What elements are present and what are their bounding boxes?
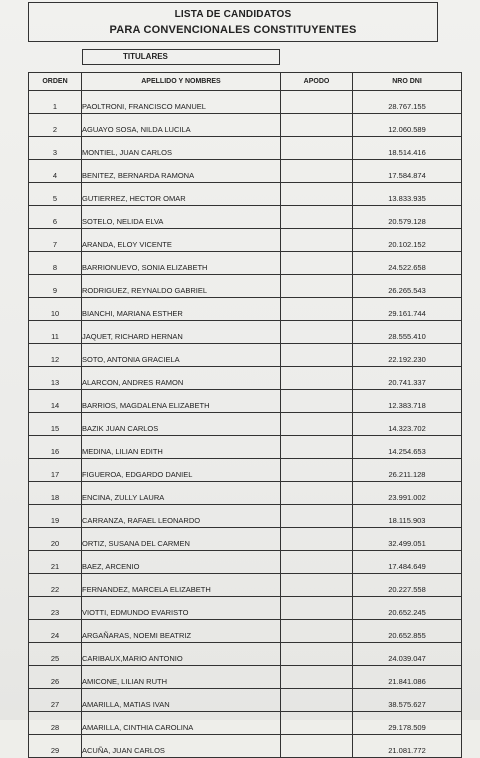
- apodo-cell: [281, 551, 353, 574]
- table-row: [29, 459, 462, 482]
- nombre-cell: MONTIEL, JUAN CARLOS: [82, 137, 281, 160]
- table-row: [29, 597, 462, 620]
- dni-cell: 20.741.337: [353, 367, 462, 390]
- dni-cell: 20.102.152: [353, 229, 462, 252]
- table-row: [29, 91, 462, 114]
- orden-cell: 22: [29, 574, 82, 597]
- table-row: [29, 137, 462, 160]
- apodo-cell: [281, 252, 353, 275]
- dni-cell: 28.555.410: [353, 321, 462, 344]
- dni-cell: 21.081.772: [353, 735, 462, 758]
- dni-cell: 23.991.002: [353, 482, 462, 505]
- apodo-cell: [281, 344, 353, 367]
- dni-cell: 29.178.509: [353, 712, 462, 735]
- table-row: [29, 574, 462, 597]
- nombre-cell: MEDINA, LILIAN EDITH: [82, 436, 281, 459]
- dni-cell: 17.484.649: [353, 551, 462, 574]
- apodo-cell: [281, 528, 353, 551]
- table-row: [29, 321, 462, 344]
- table-row: [29, 206, 462, 229]
- table-row: [29, 528, 462, 551]
- apodo-cell: [281, 137, 353, 160]
- nombre-cell: BARRIONUEVO, SONIA ELIZABETH: [82, 252, 281, 275]
- apodo-cell: [281, 574, 353, 597]
- dni-cell: 20.227.558: [353, 574, 462, 597]
- apodo-cell: [281, 413, 353, 436]
- apodo-cell: [281, 482, 353, 505]
- table-row: [29, 344, 462, 367]
- apodo-cell: [281, 160, 353, 183]
- candidates-table: [28, 72, 462, 758]
- apodo-cell: [281, 114, 353, 137]
- dni-cell: 13.833.935: [353, 183, 462, 206]
- nombre-cell: BAEZ, ARCENIO: [82, 551, 281, 574]
- orden-cell: 6: [29, 206, 82, 229]
- dni-cell: 24.039.047: [353, 643, 462, 666]
- orden-cell: 17: [29, 459, 82, 482]
- table-row: [29, 643, 462, 666]
- apodo-cell: [281, 620, 353, 643]
- nombre-cell: JAQUET, RICHARD HERNAN: [82, 321, 281, 344]
- orden-cell: 19: [29, 505, 82, 528]
- nombre-cell: CARIBAUX,MARIO ANTONIO: [82, 643, 281, 666]
- nombre-cell: CARRANZA, RAFAEL LEONARDO: [82, 505, 281, 528]
- nombre-cell: ORTIZ, SUSANA DEL CARMEN: [82, 528, 281, 551]
- orden-cell: 1: [29, 91, 82, 114]
- nombre-cell: AMARILLA, MATIAS IVAN: [82, 689, 281, 712]
- nombre-cell: BENITEZ, BERNARDA RAMONA: [82, 160, 281, 183]
- nombre-cell: AMICONE, LILIAN RUTH: [82, 666, 281, 689]
- table-row: [29, 413, 462, 436]
- orden-cell: 20: [29, 528, 82, 551]
- table-row: [29, 229, 462, 252]
- table-row: [29, 252, 462, 275]
- nombre-cell: BARRIOS, MAGDALENA ELIZABETH: [82, 390, 281, 413]
- orden-cell: 24: [29, 620, 82, 643]
- dni-cell: 20.652.245: [353, 597, 462, 620]
- orden-cell: 26: [29, 666, 82, 689]
- table-row: [29, 505, 462, 528]
- dni-cell: 18.514.416: [353, 137, 462, 160]
- dni-cell: 29.161.744: [353, 298, 462, 321]
- orden-cell: 2: [29, 114, 82, 137]
- nombre-cell: GUTIERREZ, HECTOR OMAR: [82, 183, 281, 206]
- dni-cell: 17.584.874: [353, 160, 462, 183]
- apodo-cell: [281, 597, 353, 620]
- apodo-cell: [281, 91, 353, 114]
- table-body: [29, 91, 462, 758]
- table-row: [29, 298, 462, 321]
- apodo-cell: [281, 390, 353, 413]
- nombre-cell: ACUÑA, JUAN CARLOS: [82, 735, 281, 758]
- dni-cell: 20.652.855: [353, 620, 462, 643]
- table-row: [29, 390, 462, 413]
- orden-cell: 11: [29, 321, 82, 344]
- orden-cell: 12: [29, 344, 82, 367]
- dni-cell: 22.192.230: [353, 344, 462, 367]
- apodo-cell: [281, 321, 353, 344]
- nombre-cell: RODRIGUEZ, REYNALDO GABRIEL: [82, 275, 281, 298]
- nombre-cell: ARGAÑARAS, NOEMI BEATRIZ: [82, 620, 281, 643]
- column-header-apodo: APODO: [281, 73, 353, 91]
- apodo-cell: [281, 735, 353, 758]
- nombre-cell: FERNANDEZ, MARCELA ELIZABETH: [82, 574, 281, 597]
- orden-cell: 15: [29, 413, 82, 436]
- apodo-cell: [281, 712, 353, 735]
- dni-cell: 32.499.051: [353, 528, 462, 551]
- orden-cell: 21: [29, 551, 82, 574]
- nombre-cell: AMARILLA, CINTHIA CAROLINA: [82, 712, 281, 735]
- apodo-cell: [281, 689, 353, 712]
- dni-cell: 24.522.658: [353, 252, 462, 275]
- orden-cell: 28: [29, 712, 82, 735]
- dni-cell: 26.211.128: [353, 459, 462, 482]
- apodo-cell: [281, 666, 353, 689]
- orden-cell: 13: [29, 367, 82, 390]
- orden-cell: 18: [29, 482, 82, 505]
- dni-cell: 20.579.128: [353, 206, 462, 229]
- apodo-cell: [281, 183, 353, 206]
- orden-cell: 3: [29, 137, 82, 160]
- nombre-cell: BAZIK JUAN CARLOS: [82, 413, 281, 436]
- nombre-cell: SOTO, ANTONIA GRACIELA: [82, 344, 281, 367]
- apodo-cell: [281, 229, 353, 252]
- table-row: [29, 114, 462, 137]
- dni-cell: 14.254.653: [353, 436, 462, 459]
- table-row: [29, 367, 462, 390]
- dni-cell: 18.115.903: [353, 505, 462, 528]
- nombre-cell: AGUAYO SOSA, NILDA LUCILA: [82, 114, 281, 137]
- apodo-cell: [281, 643, 353, 666]
- orden-cell: 25: [29, 643, 82, 666]
- table-row: [29, 160, 462, 183]
- dni-cell: 12.383.718: [353, 390, 462, 413]
- orden-cell: 5: [29, 183, 82, 206]
- dni-cell: 12.060.589: [353, 114, 462, 137]
- nombre-cell: ARANDA, ELOY VICENTE: [82, 229, 281, 252]
- document-subtitle: PARA CONVENCIONALES CONSTITUYENTES: [109, 24, 357, 36]
- apodo-cell: [281, 505, 353, 528]
- orden-cell: 4: [29, 160, 82, 183]
- nombre-cell: FIGUEROA, EDGARDO DANIEL: [82, 459, 281, 482]
- column-header-dni: NRO DNI: [353, 73, 462, 91]
- orden-cell: 29: [29, 735, 82, 758]
- table-header-row: [29, 73, 462, 91]
- document-title: LISTA DE CANDIDATOS: [174, 9, 292, 20]
- column-header-orden: ORDEN: [29, 73, 82, 91]
- dni-cell: 21.841.086: [353, 666, 462, 689]
- nombre-cell: PAOLTRONI, FRANCISCO MANUEL: [82, 91, 281, 114]
- table-row: [29, 689, 462, 712]
- dni-cell: 28.767.155: [353, 91, 462, 114]
- dni-cell: 26.265.543: [353, 275, 462, 298]
- orden-cell: 7: [29, 229, 82, 252]
- table-row: [29, 275, 462, 298]
- title-box: [28, 2, 438, 42]
- orden-cell: 9: [29, 275, 82, 298]
- table-row: [29, 482, 462, 505]
- dni-cell: 38.575.627: [353, 689, 462, 712]
- orden-cell: 8: [29, 252, 82, 275]
- apodo-cell: [281, 206, 353, 229]
- table-row: [29, 436, 462, 459]
- orden-cell: 16: [29, 436, 82, 459]
- nombre-cell: SOTELO, NELIDA ELVA: [82, 206, 281, 229]
- nombre-cell: ENCINA, ZULLY LAURA: [82, 482, 281, 505]
- nombre-cell: ALARCON, ANDRES RAMON: [82, 367, 281, 390]
- orden-cell: 23: [29, 597, 82, 620]
- apodo-cell: [281, 459, 353, 482]
- table-row: [29, 183, 462, 206]
- dni-cell: 14.323.702: [353, 413, 462, 436]
- orden-cell: 10: [29, 298, 82, 321]
- apodo-cell: [281, 367, 353, 390]
- nombre-cell: BIANCHI, MARIANA ESTHER: [82, 298, 281, 321]
- apodo-cell: [281, 275, 353, 298]
- table-row: [29, 551, 462, 574]
- orden-cell: 14: [29, 390, 82, 413]
- apodo-cell: [281, 436, 353, 459]
- table-row: [29, 666, 462, 689]
- orden-cell: 27: [29, 689, 82, 712]
- table-row: [29, 620, 462, 643]
- section-label: TITULARES: [82, 49, 280, 65]
- apodo-cell: [281, 298, 353, 321]
- column-header-nombre: APELLIDO Y NOMBRES: [82, 73, 281, 91]
- nombre-cell: VIOTTI, EDMUNDO EVARISTO: [82, 597, 281, 620]
- table-row: [29, 712, 462, 735]
- table-row: [29, 735, 462, 758]
